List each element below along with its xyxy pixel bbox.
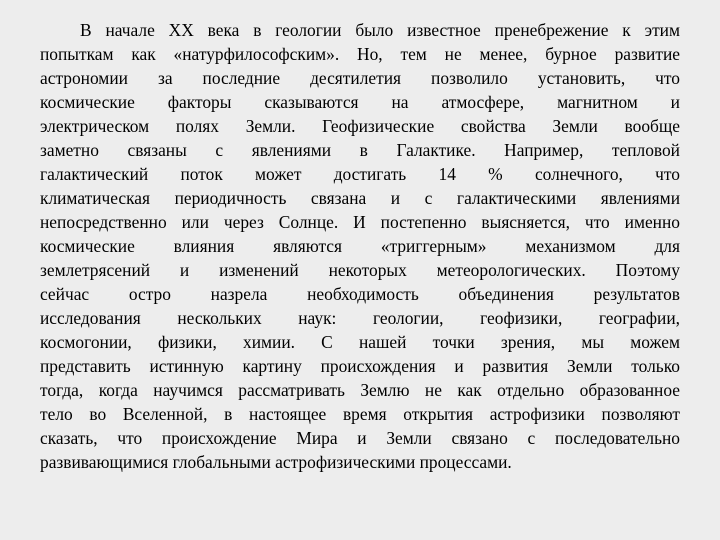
text-line: космогонии, физики, химии. С нашей точки зрения, мы можем — [40, 332, 680, 352]
text-line: сейчас остро назрела необходимость объединения результатов — [40, 284, 680, 304]
text-line: тело во Вселенной, в настоящее время открытия астрофизики позволяют — [40, 404, 680, 424]
text-line: космические влияния являются «триггерным» механизмом для — [40, 236, 680, 256]
text-line: галактический поток может достигать 14 % солнечного, что — [40, 164, 680, 184]
text-line: попыткам как «натурфилософским». Но, тем не менее, бурное развитие — [40, 44, 680, 64]
text-line: космические факторы сказываются на атмосфере, магнитном и — [40, 92, 680, 112]
paragraph — [40, 18, 680, 474]
text-line: сказать, что происхождение Мира и Земли связано с последовательно — [40, 428, 680, 448]
text-line: В начале XX века в геологии было известное пренебрежение к этим — [80, 20, 680, 40]
text-line: исследования нескольких наук: геологии, геофизики, географии, — [40, 308, 680, 328]
text-line: климатическая периодичность связана и с галактическими явлениями — [40, 188, 680, 208]
text-line: астрономии за последние десятилетия позволило установить, что — [40, 68, 680, 88]
text-line: заметно связаны с явлениями в Галактике. Например, тепловой — [40, 140, 680, 160]
text-line: развивающимися глобальными астрофизическими процессами. — [40, 452, 512, 472]
text-line: электрическом полях Земли. Геофизические свойства Земли вообще — [40, 116, 680, 136]
text-line: непосредственно или через Солнце. И постепенно выясняется, что именно — [40, 212, 680, 232]
text-line: тогда, когда научимся рассматривать Землю не как отдельно образованное — [40, 380, 680, 400]
text-line: землетрясений и изменений некоторых метеорологических. Поэтому — [40, 260, 680, 280]
text-line: представить истинную картину происхождения и развития Земли только — [40, 356, 680, 376]
